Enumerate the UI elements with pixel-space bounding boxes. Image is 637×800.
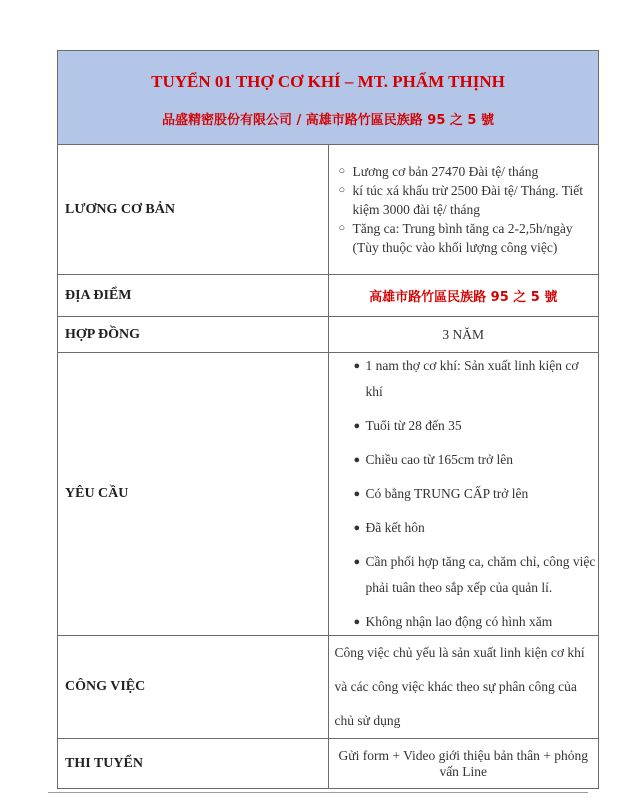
work-label: CÔNG VIỆC bbox=[58, 636, 329, 739]
job-posting bbox=[57, 50, 599, 789]
dot-bullet-icon: ● bbox=[353, 420, 361, 432]
location-value: 高雄市路竹區民族路 95 之 5 號 bbox=[369, 290, 558, 305]
requirements-content bbox=[328, 353, 599, 636]
dot-bullet-icon: ● bbox=[353, 556, 361, 568]
header-cell bbox=[58, 51, 599, 145]
list-item: ● Cần phối hợp tăng ca, chăm chỉ, công việc phải tuân theo sắp xếp của quản lí. bbox=[366, 549, 599, 601]
list-item: ● Có bằng TRUNG CẤP trở lên bbox=[366, 481, 599, 507]
list-item: ○ Lương cơ bản 27470 Đài tệ/ tháng bbox=[338, 164, 539, 179]
dot-bullet-icon: ● bbox=[353, 616, 361, 628]
requirements-list bbox=[329, 353, 599, 635]
circle-bullet-icon: ○ bbox=[338, 184, 346, 196]
contract-value: 3 NĂM bbox=[328, 317, 599, 353]
dot-bullet-icon: ● bbox=[353, 488, 361, 500]
list-item: ● Không nhận lao động có hình xăm bbox=[366, 609, 599, 635]
location-row bbox=[58, 275, 599, 317]
list-item: ● Chiều cao từ 165cm trở lên bbox=[366, 447, 599, 473]
salary-content bbox=[328, 145, 599, 275]
list-item: ● Đã kết hôn bbox=[366, 515, 599, 541]
circle-bullet-icon: ○ bbox=[338, 222, 346, 234]
dot-bullet-icon: ● bbox=[353, 522, 361, 534]
salary-list bbox=[329, 162, 599, 257]
contract-row bbox=[58, 317, 599, 353]
list-item: ● 1 nam thợ cơ khí: Sản xuất linh kiện cơ khí bbox=[366, 353, 599, 405]
contract-label: HỢP ĐỒNG bbox=[58, 317, 329, 353]
list-item: ● Tuổi từ 28 đến 35 bbox=[366, 413, 599, 439]
exam-label: THI TUYỂN bbox=[58, 739, 329, 789]
footer-divider bbox=[48, 792, 588, 793]
salary-label: LƯƠNG CƠ BẢN bbox=[58, 145, 329, 275]
company-address: 品盛精密股份有限公司 / 高雄市路竹區民族路 95 之 5 號 bbox=[161, 112, 495, 128]
work-content bbox=[328, 636, 599, 739]
list-item: ○ kí túc xá khấu trừ 2500 Đài tệ/ Tháng. Tiết kiệm 3000 đài tệ/ tháng bbox=[338, 183, 584, 217]
job-table bbox=[57, 50, 599, 789]
exam-value: Gửi form + Video giới thiệu bản thân + phỏng vấn Line bbox=[328, 739, 599, 789]
exam-row bbox=[58, 739, 599, 789]
posting-title: TUYỂN 01 THỢ CƠ KHÍ – MT. PHẨM THỊNH bbox=[151, 71, 505, 91]
header-row bbox=[58, 51, 599, 145]
location-label: ĐỊA ĐIỂM bbox=[58, 275, 329, 317]
work-description: Công việc chủ yếu là sản xuất linh kiện cơ khí và các công việc khác theo sự phân công của chủ sử dụng bbox=[334, 645, 585, 728]
dot-bullet-icon: ● bbox=[353, 360, 361, 372]
circle-bullet-icon: ○ bbox=[338, 165, 346, 177]
work-row bbox=[58, 636, 599, 739]
requirements-row bbox=[58, 353, 599, 636]
requirements-label: YÊU CẦU bbox=[58, 353, 329, 636]
salary-row bbox=[58, 145, 599, 275]
dot-bullet-icon: ● bbox=[353, 454, 361, 466]
location-content bbox=[328, 275, 599, 317]
list-item: ○ Tăng ca: Trung bình tăng ca 2-2,5h/ngày (Tùy thuộc vào khối lượng công việc) bbox=[338, 221, 573, 255]
